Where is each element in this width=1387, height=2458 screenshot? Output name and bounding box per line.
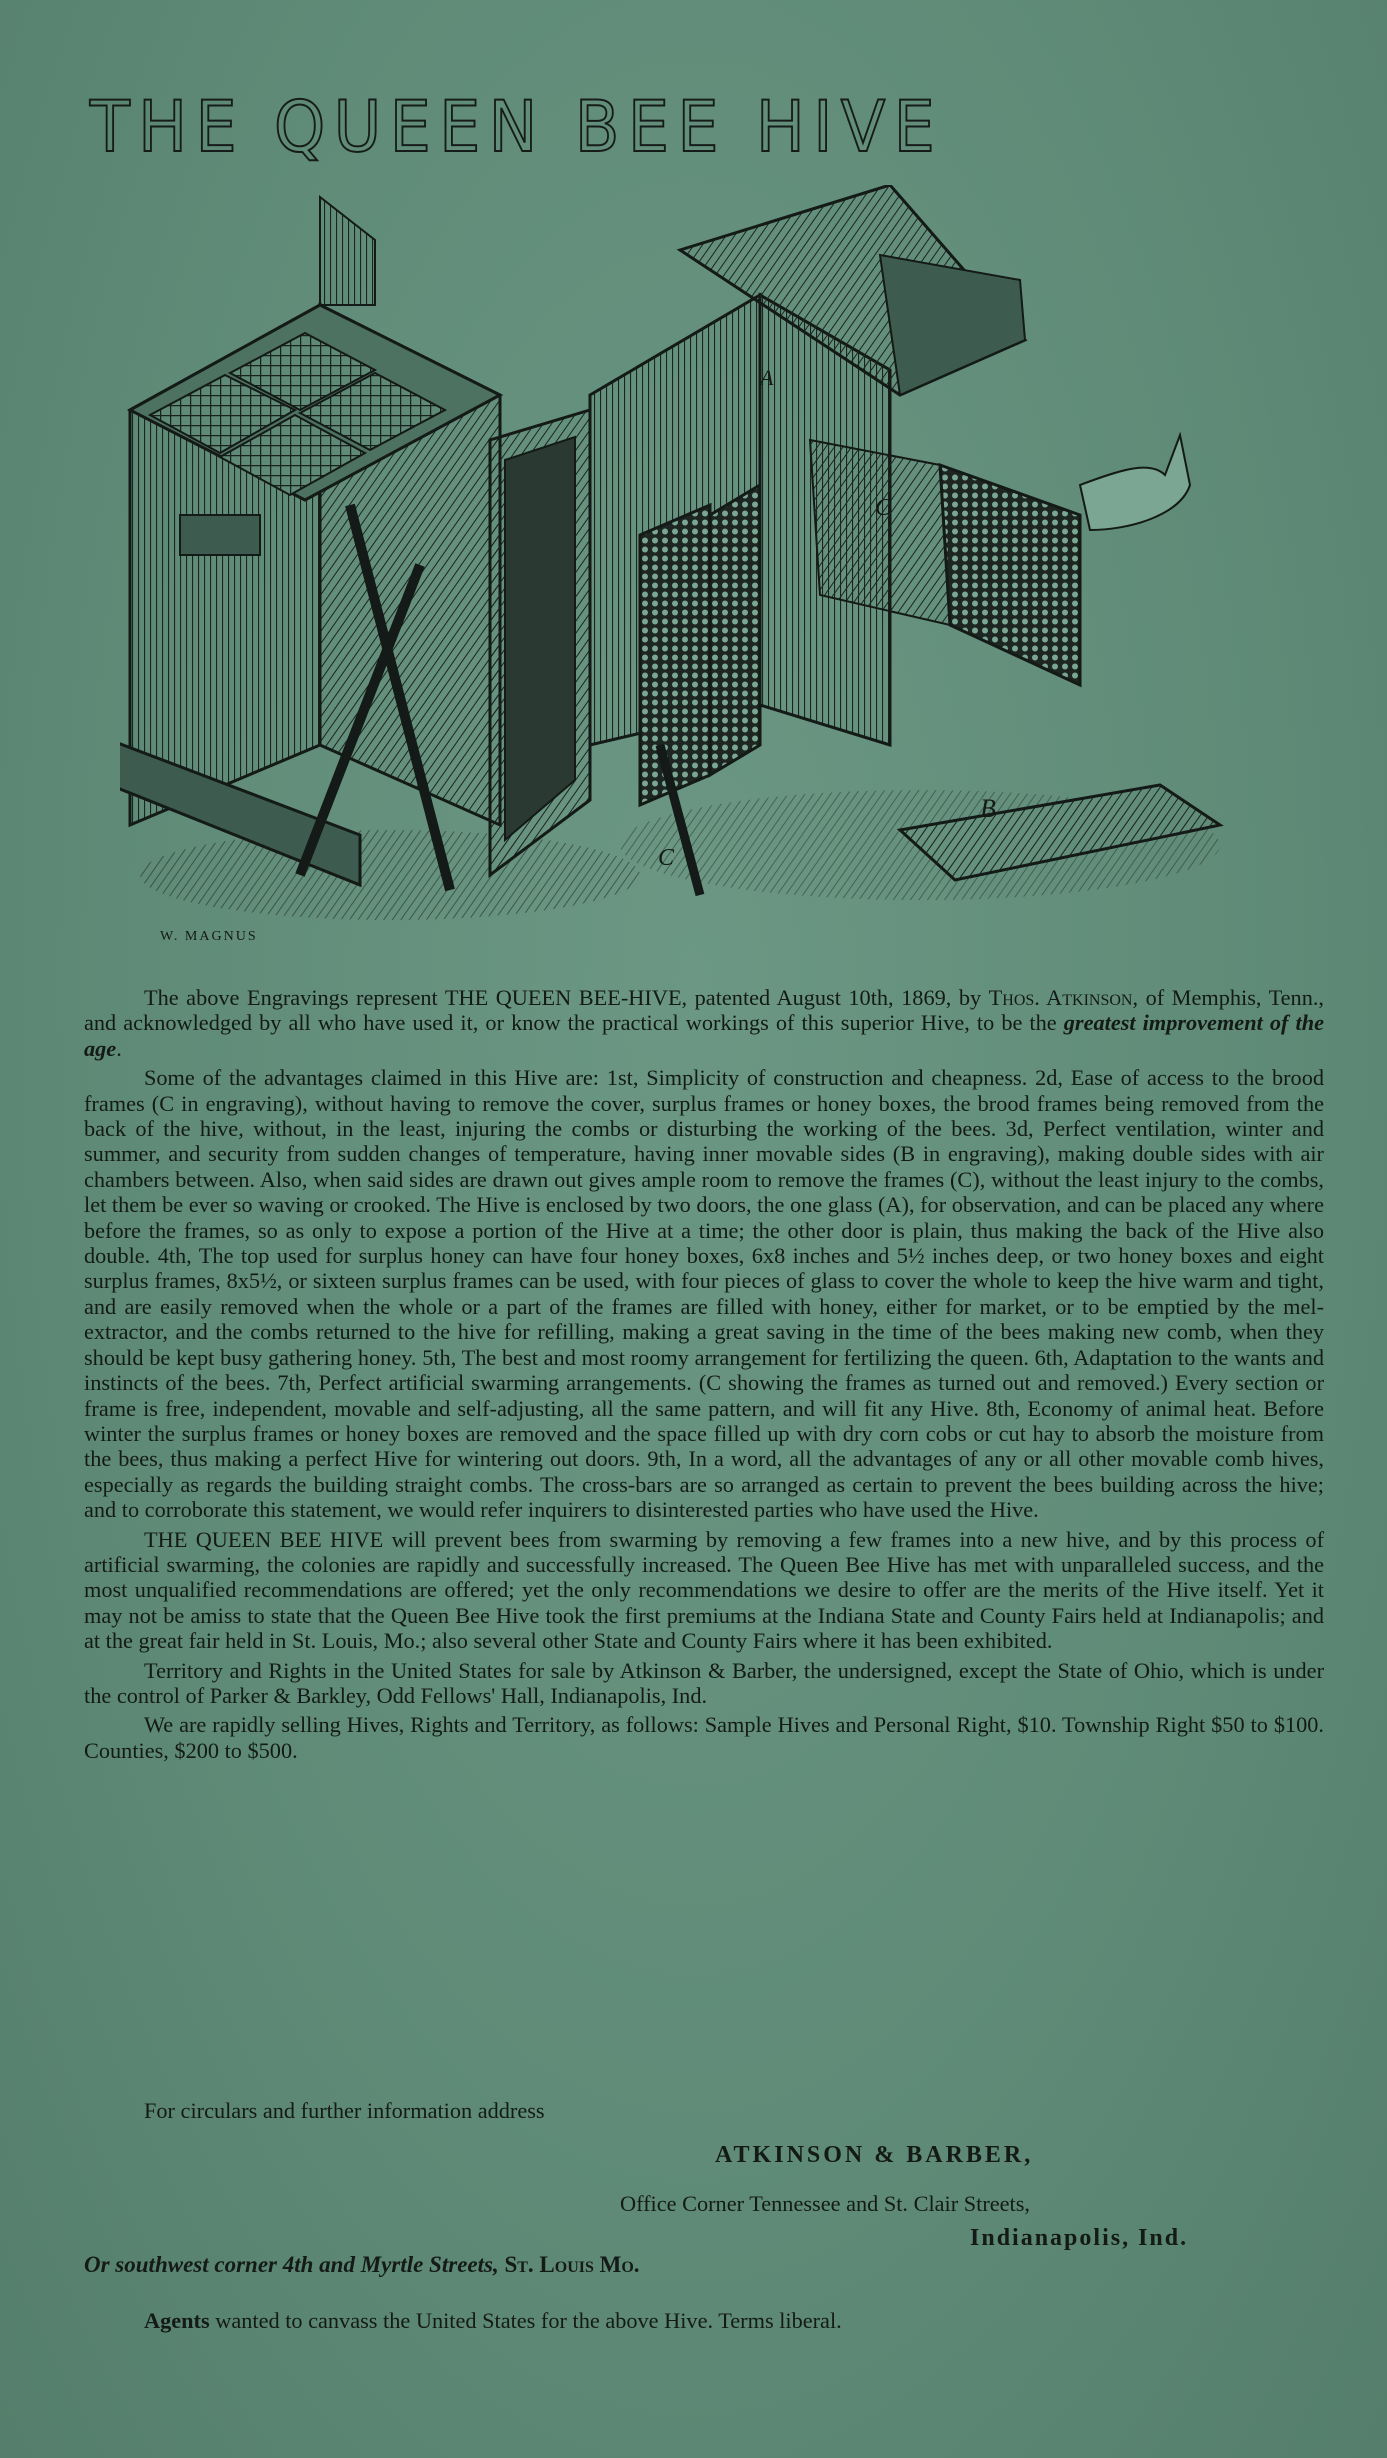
hive-open-view — [590, 185, 1220, 895]
paragraph-prices: We are rapidly selling Hives, Rights and Territory, as follows: Sample Hives and Personal Right, $10. Township Right $50 to $100. Counties, $200 to $500. — [84, 1712, 1324, 1763]
city-name: Indianapolis, Ind. — [970, 2225, 1189, 2251]
engraver-signature: W. MAGNUS — [160, 929, 258, 944]
engraving-illustration — [120, 185, 1320, 960]
firm-name: ATKINSON & BARBER, — [715, 2142, 1034, 2168]
paragraph-territory: Territory and Rights in the United States for sale by Atkinson & Barber, the undersigned, except the State of Ohio, which is under the control of Parker & Barkley, Odd Fellows' Hall, Indianapolis, Ind. — [84, 1657, 1324, 1708]
label-c-lower: C — [658, 845, 675, 871]
circulars-line: For circulars and further information address — [144, 2098, 545, 2123]
st-louis-address: Or southwest corner 4th and Myrtle Streets, St. Louis Mo. — [84, 2252, 640, 2277]
hive-engraving — [120, 185, 1320, 960]
office-address: Office Corner Tennessee and St. Clair Streets, — [620, 2191, 1030, 2216]
paragraph-intro: The above Engravings represent THE QUEEN BEE-HIVE, patented August 10th, 1869, by Thos. Atkinson, of Memphis, Tenn., and acknowledged by all who have used it, or know the practical workings of this superior Hive, to be the greatest improvement of the age. — [84, 985, 1325, 1061]
label-a: A — [760, 365, 774, 390]
paragraph-advantages: Some of the advantages claimed in this Hive are: 1st, Simplicity of construction and cheapness. 2d, Ease of access to the brood frames (C in engraving), without having to remove the cover, surplus frames or honey boxes, the brood frames being removed from the back of the hive, without, in the least, injuring the combs or disturbing the working of the bees. 3d, Perfect ventilation, winter and summer, and security from sudden changes of temperature, having inner movable sides (B in engraving), making double sides with air chambers between. Also, when said sides are drawn out gives ample room to remove the frames (C), without the least injury to the combs, let them be ever so waving or crooked. The Hive is enclosed by two doors, the one glass (A), for observation, and can be placed any where before the frames, so as only to expose a portion of the Hive at a time; the other door is plain, thus making the back of the Hive also double. 4th, The top used for surplus honey can have four honey boxes, 6x8 inches and 5½ inches deep, or two honey boxes and eight surplus frames, 8x5½, or sixteen surplus frames can be used, with four pieces of glass to cover the whole to keep the hive warm and tight, and are easily removed when the whole or a part of the frames are filled with honey, either for market, or to be emptied by the mel-extractor, and the combs returned to the hive for refilling, making a great saving in the time of the bees making new comb, when they should be kept busy gathering honey. 5th, The best and most roomy arrangement for fertilizing the queen. 6th, Adaptation to the wants and instincts of the bees. 7th, Perfect artificial swarming arrangements. (C showing the frames as turned out and removed.) Every section or frame is free, independent, movable and self-adjusting, all the same pattern, and will fit any Hive. 8th, Economy of animal heat. Before winter the surplus frames or honey boxes are removed and the space filled up with dry corn cobs or cut hay to absorb the moisture from the bees, thus making a perfect Hive for wintering out doors. 9th, In a word, all the advantages of any or all other movable comb hives, especially as regards the building straight combs. The cross-bars are so arranged as certain to prevent the bees building across the hive; and to corroborate this statement, we would refer inquirers to disinterested parties who have used the Hive. — [84, 1065, 1324, 1523]
agents-wanted: Agents wanted to canvass the United States for the above Hive. Terms liberal. — [144, 2308, 842, 2333]
page-title: THE QUEEN BEE HIVE — [90, 86, 944, 168]
hive-closed-view — [120, 197, 590, 890]
paragraph-swarming: THE QUEEN BEE HIVE will prevent bees from swarming by removing a few frames into a new hive, and by this process of artificial swarming, the colonies are rapidly and successfully increased. The Queen Bee Hive has met with unparalleled success, and the most unqualified recommendations are offered; yet the only recommendations we desire to offer are the merits of the Hive itself. Yet it may not be amiss to state that the Queen Bee Hive took the first premiums at the Indiana State and County Fairs held at Indianapolis; and at the great fair held in St. Louis, Mo.; also several other State and County Fairs where it has been exhibited. — [84, 1526, 1324, 1654]
label-c: C — [875, 495, 892, 521]
label-b: B — [980, 794, 996, 823]
advertisement-body — [84, 985, 1324, 1767]
